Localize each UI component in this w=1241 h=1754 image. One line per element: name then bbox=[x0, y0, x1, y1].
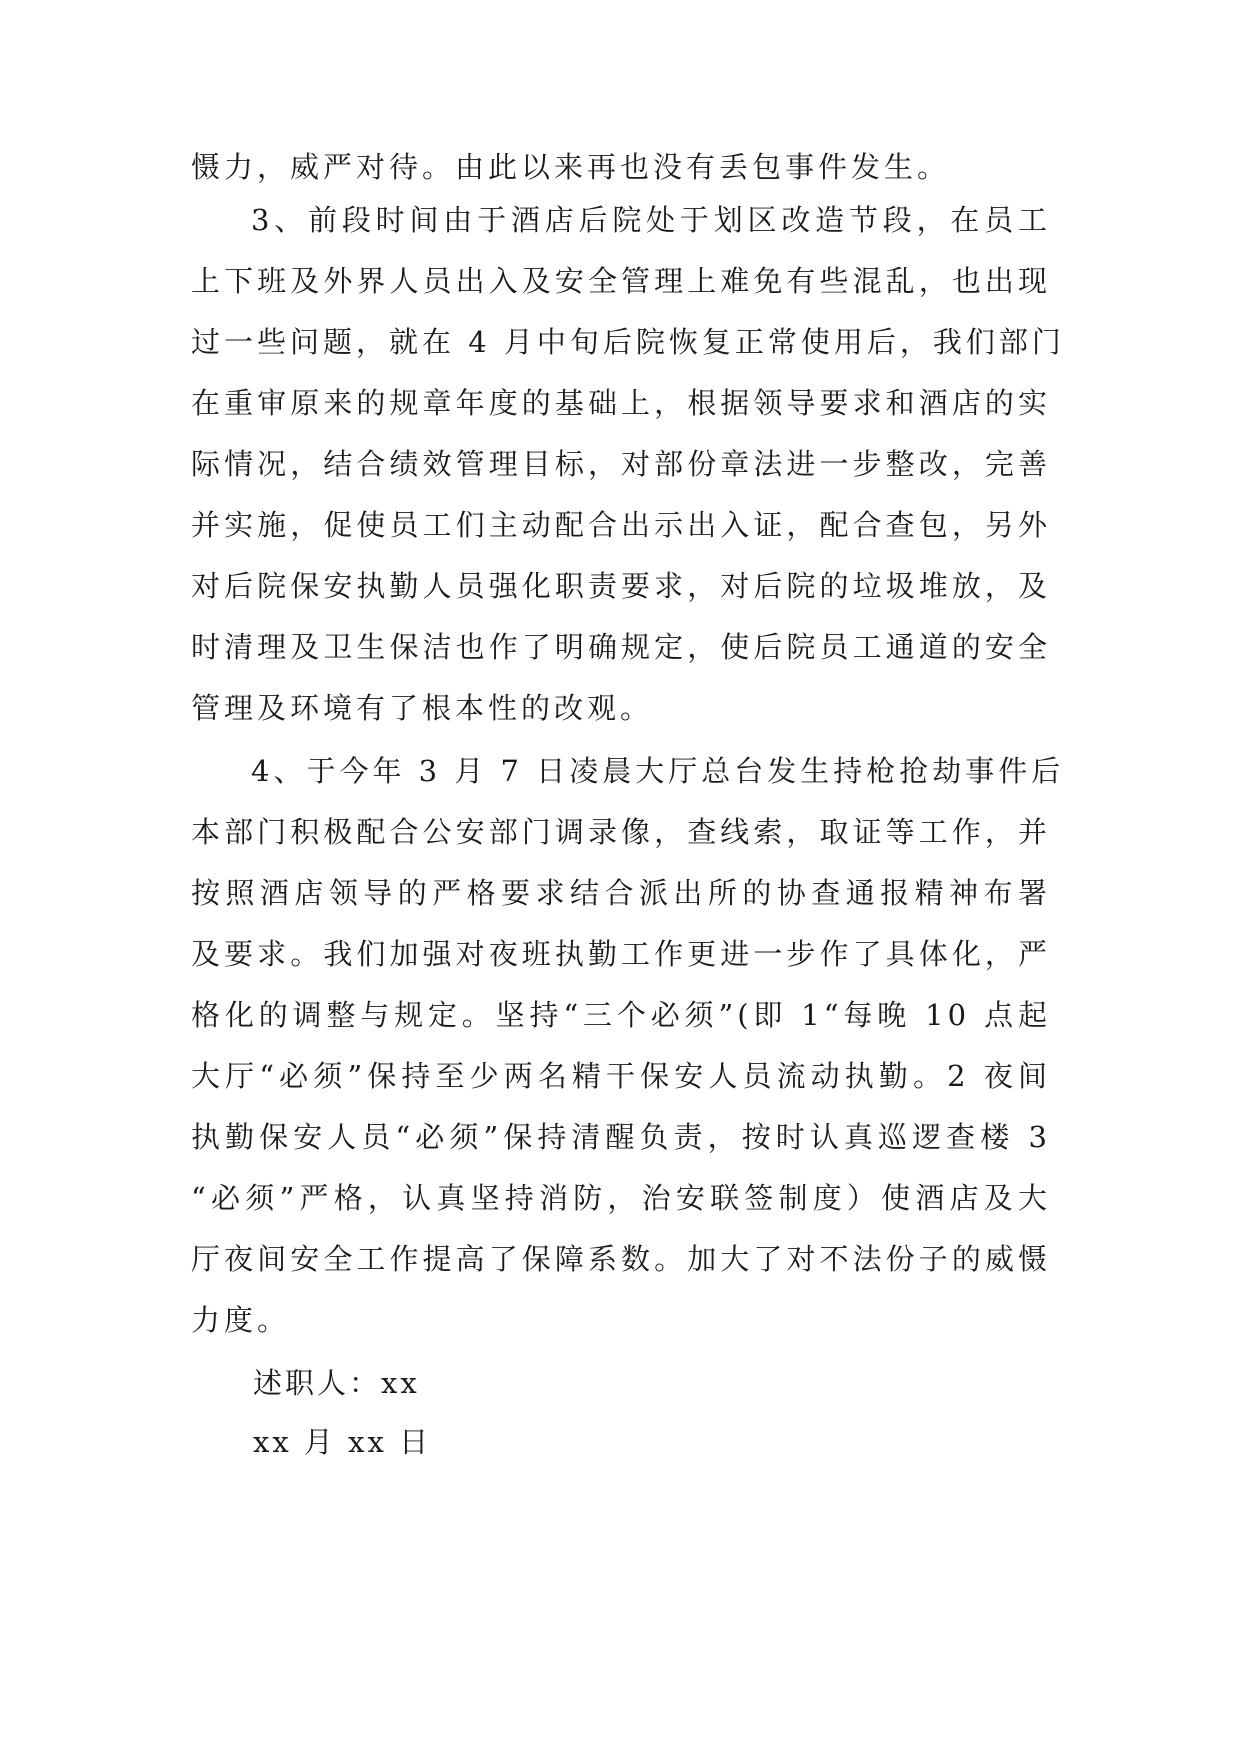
paragraph-line: 按照酒店领导的严格要求结合派出所的协查通报精神布署 bbox=[191, 876, 1051, 910]
intro-paragraph bbox=[191, 137, 1051, 198]
paragraph-line: 管理及环境有了根本性的改观。 bbox=[191, 691, 654, 725]
paragraph-line: 格化的调整与规定。坚持“三个必须”(即 1“每晚 10 点起 bbox=[191, 998, 1051, 1032]
paragraph-line: 厅夜间安全工作提高了保障系数。加大了对不法份子的威慑 bbox=[191, 1242, 1051, 1276]
paragraph-line: 对后院保安执勤人员强化职责要求，对后院的垃圾堆放，及 bbox=[191, 569, 1051, 603]
paragraph-line: 及要求。我们加强对夜班执勤工作更进一步作了具体化，严 bbox=[191, 937, 1051, 971]
paragraph-line: 本部门积极配合公安部门调录像，查线索，取证等工作，并 bbox=[191, 815, 1051, 849]
paragraph-line: “必须”严格，认真坚持消防，治安联签制度）使酒店及大 bbox=[191, 1181, 1051, 1215]
paragraph-line: 并实施，促使员工们主动配合出示出入证，配合查包，另外 bbox=[191, 508, 1051, 542]
reporter-signature: 述职人：xx bbox=[253, 1366, 420, 1400]
paragraph-line: 力度。 bbox=[191, 1303, 291, 1337]
paragraph-line: 3、前段时间由于酒店后院处于划区改造节段，在员工 bbox=[251, 203, 1051, 237]
paragraph-line: 上下班及外界人员出入及安全管理上难免有些混乱，也出现 bbox=[191, 264, 1051, 298]
section-4-paragraph bbox=[191, 741, 1065, 1351]
paragraph-line: 在重审原来的规章年度的基础上，根据领导要求和酒店的实 bbox=[191, 386, 1051, 420]
signature-date: xx 月 xx 日 bbox=[253, 1425, 432, 1459]
section-3-paragraph bbox=[191, 190, 1065, 739]
paragraph-line: 过一些问题，就在 4 月中旬后院恢复正常使用后，我们部门 bbox=[191, 325, 1065, 359]
paragraph-line: 时清理及卫生保洁也作了明确规定，使后院员工通道的安全 bbox=[191, 630, 1051, 664]
paragraph-line: 执勤保安人员“必须”保持清醒负责，按时认真巡逻查楼 3 bbox=[191, 1120, 1051, 1154]
paragraph-line: 际情况，结合绩效管理目标，对部份章法进一步整改，完善 bbox=[191, 447, 1051, 481]
paragraph-line: 慑力，威严对待。由此以来再也没有丢包事件发生。 bbox=[191, 150, 951, 184]
paragraph-line: 大厅“必须”保持至少两名精干保安人员流动执勤。2 夜间 bbox=[191, 1059, 1051, 1093]
paragraph-line: 4、于今年 3 月 7 日凌晨大厅总台发生持枪抢劫事件后 bbox=[251, 754, 1065, 788]
